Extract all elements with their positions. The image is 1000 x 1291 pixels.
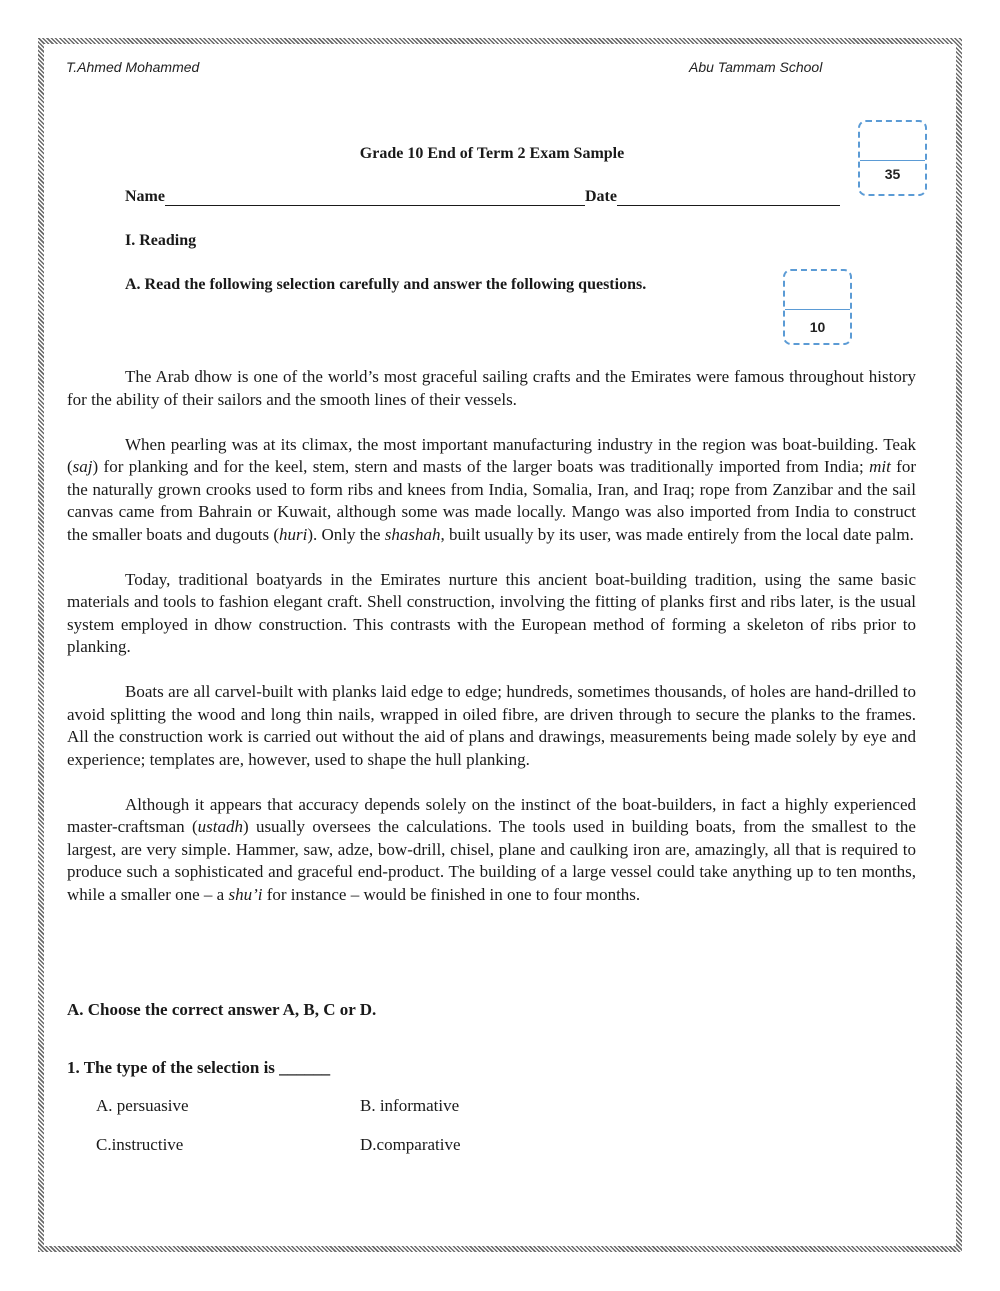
date-blank-line[interactable]	[617, 191, 840, 206]
name-date-row	[125, 188, 855, 206]
question-1: 1. The type of the selection is ______	[67, 1058, 331, 1077]
name-blank-line[interactable]	[165, 191, 585, 206]
passage-paragraph-2: When pearling was at its climax, the most important manufacturing industry in the region was boat-building. Teak (saj) for planking and for the keel, stem, stern and masts of the larger boats was traditionally imported from India; mit for the naturally grown crooks used to form ribs and knees from India, Somalia, Iran, and Iraq; rope from Zanzibar and the sail canvas came from Bahrain or Kuwait, although some was made locally. Mango was also imported from India to construct the smaller boats and dugouts (huri). Only the shashah, built usually by its user, was made entirely from the local date palm.	[67, 434, 917, 544]
passage-paragraph-4: Boats are all carvel-built with planks laid edge to edge; hundreds, sometimes thousands, of holes are hand-drilled to avoid splitting the wood and long thin nails, wrapped in oiled fibre, are driven through to secure the planks to the frames. All the construction work is carried out without the aid of plans and drawings, measurements being made solely by eye and experience; templates are, however, used to shape the hull planking.	[67, 682, 916, 769]
reading-score-box	[783, 269, 852, 345]
total-score-value: 35	[884, 166, 901, 182]
section-heading: I. Reading	[125, 232, 197, 249]
passage-paragraph-1: The Arab dhow is one of the world’s most graceful sailing crafts and the Emirates were famous throughout history for the ability of their sailors and the smooth lines of their vessels.	[67, 367, 916, 409]
school-name: Abu Tammam School	[689, 59, 823, 75]
part-heading: A. Choose the correct answer A, B, C or D.	[67, 1000, 377, 1019]
score-divider	[785, 309, 850, 310]
option-b[interactable]: B. informative	[360, 1096, 460, 1115]
reading-instructions: A. Read the following selection carefully and answer the following questions.	[125, 276, 647, 293]
passage-paragraph-5: Although it appears that accuracy depends solely on the instinct of the boat-builders, in fact a highly experienced master-craftsman (ustadh) usually oversees the calculations. The tools used in building boats, from the smallest to the largest, are very simple. Hammer, saw, adze, bow-drill, chisel, plane and caulking iron are, amazingly, all that is required to produce such a sophisticated and graceful end-product. The building of a large vessel could take anything up to ten months, while a smaller one – a shu’i for instance – would be finished in one to four months.	[67, 794, 916, 904]
reading-score-value: 10	[809, 319, 826, 335]
total-score-box	[858, 120, 927, 196]
teacher-name: T.Ahmed Mohammed	[66, 59, 200, 75]
score-divider	[860, 160, 925, 161]
option-c[interactable]: C.instructive	[96, 1135, 184, 1154]
option-d[interactable]: D.comparative	[360, 1135, 461, 1154]
passage-paragraph-3: Today, traditional boatyards in the Emirates nurture this ancient boat-building tradition, using the same basic materials and tools to fashion elegant craft. Shell construction, involving the fitting of planks first and ribs later, is the usual system employed in dhow construction. This contrasts with the European method of forming a skeleton of ribs prior to planking.	[67, 569, 916, 656]
date-label: Date	[584, 188, 617, 205]
name-label: Name	[125, 188, 165, 205]
reading-passage	[67, 366, 916, 929]
exam-title: Grade 10 End of Term 2 Exam Sample	[359, 145, 625, 162]
option-a[interactable]: A. persuasive	[96, 1096, 189, 1115]
